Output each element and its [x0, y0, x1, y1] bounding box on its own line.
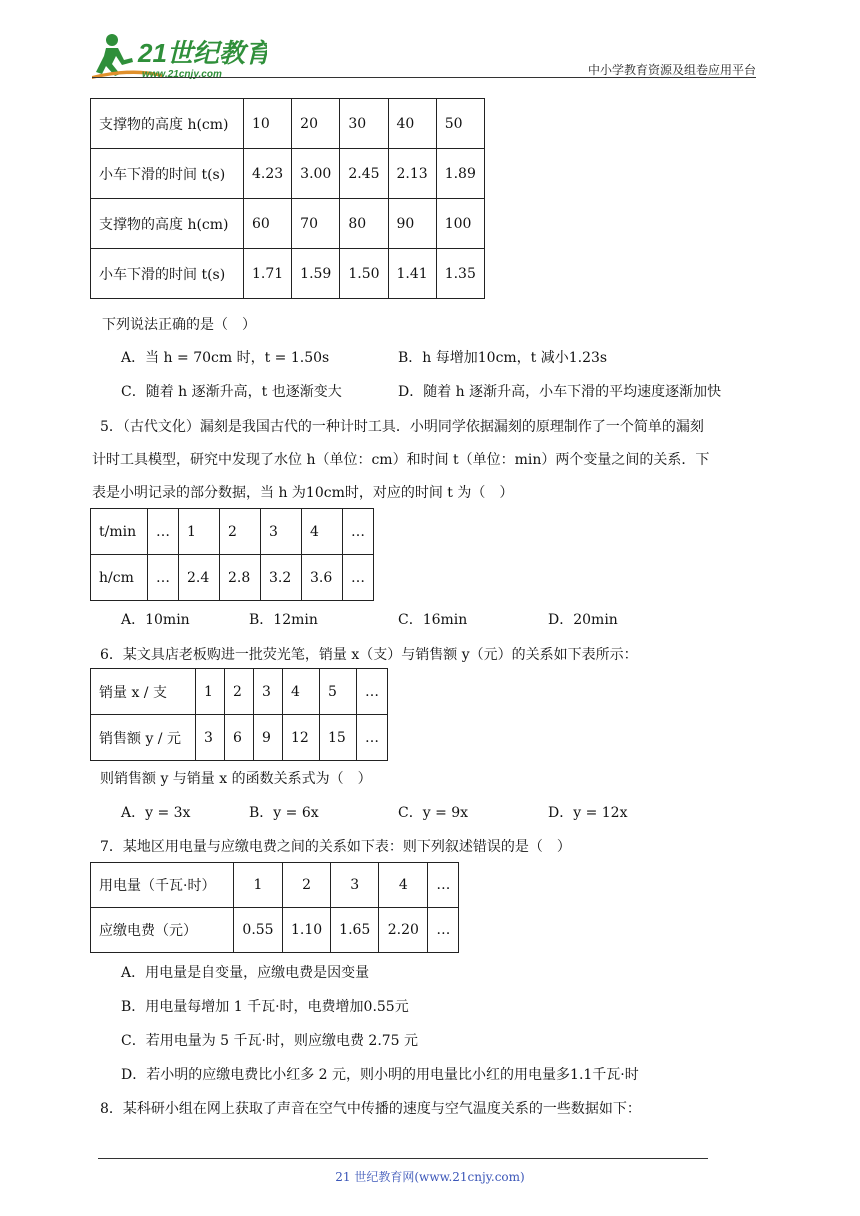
table-cell: 销量 x / 支: [91, 669, 196, 715]
q5-stem-line-1: 5．（古代文化）漏刻是我国古代的一种计时工具．小明同学依据漏刻的原理制作了一个简单的漏刻: [100, 419, 704, 435]
table-cell: 2: [220, 509, 261, 555]
table-cell: 2: [225, 669, 254, 715]
table-cell: 1.71: [244, 249, 292, 299]
q6-prompt: 则销售额 y 与销量 x 的函数关系式为（ ）: [100, 771, 372, 787]
q5-option-c: C．16min: [398, 612, 468, 628]
table-cell: 2: [283, 863, 331, 908]
q5-option-b: B．12min: [249, 612, 318, 628]
table-cell: 15: [320, 715, 357, 761]
q5-stem-line-2: 计时工具模型，研究中发现了水位 h（单位：cm）和时间 t（单位：min）两个变量之间的关系．下: [92, 452, 710, 468]
q6-option-a: A．y = 3x: [121, 805, 191, 821]
table-cell: 1.65: [331, 908, 379, 953]
q7-option-c: C．若用电量为 5 千瓦·时，则应缴电费 2.75 元: [121, 1033, 419, 1049]
q5-stem-line-3: 表是小明记录的部分数据，当 h 为10cm时，对应的时间 t 为（ ）: [92, 485, 514, 501]
table-cell: 3: [254, 669, 283, 715]
table-cell: 90: [388, 199, 436, 249]
table-row: [91, 669, 388, 715]
table-cell: 50: [436, 99, 484, 149]
table-cell: 1.10: [283, 908, 331, 953]
q6-option-b: B．y = 6x: [249, 805, 319, 821]
table-cell: …: [428, 863, 459, 908]
q7-option-b: B．用电量每增加 1 千瓦·时，电费增加0.55元: [121, 999, 409, 1015]
q7-table: [90, 862, 459, 953]
table-cell: 3: [331, 863, 379, 908]
table-cell: 3: [261, 509, 302, 555]
table-cell: …: [357, 669, 388, 715]
table-cell: 1: [196, 669, 225, 715]
table-cell: 80: [340, 199, 388, 249]
table-row: [91, 509, 374, 555]
table-cell: 支撑物的高度 h(cm): [91, 199, 244, 249]
table-cell: 1: [179, 509, 220, 555]
logo-subtext: www.21cnjy.com: [142, 69, 222, 80]
table-cell: 1.89: [436, 149, 484, 199]
header-divider: [92, 77, 756, 78]
q4-table: [90, 98, 485, 299]
table-cell: 小车下滑的时间 t(s): [91, 249, 244, 299]
table-cell: …: [148, 555, 179, 601]
q5-option-d: D．20min: [548, 612, 618, 628]
table-cell: 1.59: [292, 249, 340, 299]
table-cell: …: [343, 555, 374, 601]
table-cell: 3.6: [302, 555, 343, 601]
table-cell: 2.20: [379, 908, 428, 953]
site-tag: 中小学教育资源及组卷应用平台: [587, 63, 756, 77]
table-row: [91, 863, 459, 908]
q6-option-d: D．y = 12x: [548, 805, 628, 821]
footer-text[interactable]: 21 世纪教育网(www.21cnjy.com): [335, 1170, 525, 1184]
table-cell: 1.50: [340, 249, 388, 299]
q4-option-d: D．随着 h 逐渐升高，小车下滑的平均速度逐渐加快: [398, 384, 722, 400]
logo-text: 21世纪教育: [138, 38, 267, 68]
q8-stem: 8．某科研小组在网上获取了声音在空气中传播的速度与空气温度关系的一些数据如下：: [100, 1101, 641, 1117]
q6-option-c: C．y = 9x: [398, 805, 469, 821]
table-cell: 应缴电费（元）: [91, 908, 234, 953]
footer-divider: [98, 1158, 708, 1159]
table-cell: 100: [436, 199, 484, 249]
q5-table: [90, 508, 374, 601]
q4-option-b: B．h 每增加10cm，t 减小1.23s: [398, 350, 608, 366]
table-cell: 4: [379, 863, 428, 908]
table-cell: …: [428, 908, 459, 953]
q4-prompt: 下列说法正确的是（ ）: [102, 317, 256, 333]
table-cell: 30: [340, 99, 388, 149]
table-row: [91, 199, 485, 249]
table-cell: 5: [320, 669, 357, 715]
table-cell: t/min: [91, 509, 148, 555]
table-cell: 1.41: [388, 249, 436, 299]
site-logo: [92, 30, 267, 82]
table-cell: h/cm: [91, 555, 148, 601]
table-cell: 3: [196, 715, 225, 761]
table-cell: 3.2: [261, 555, 302, 601]
table-row: [91, 908, 459, 953]
table-cell: 60: [244, 199, 292, 249]
table-cell: 40: [388, 99, 436, 149]
table-cell: 1.35: [436, 249, 484, 299]
table-cell: 20: [292, 99, 340, 149]
table-cell: 70: [292, 199, 340, 249]
table-cell: 12: [283, 715, 320, 761]
table-cell: …: [357, 715, 388, 761]
q7-stem: 7．某地区用电量与应缴电费之间的关系如下表：则下列叙述错误的是（ ）: [100, 839, 571, 855]
table-cell: 2.8: [220, 555, 261, 601]
runner-logo-icon: [92, 30, 267, 82]
table-cell: 4: [302, 509, 343, 555]
q7-option-a: A．用电量是自变量，应缴电费是因变量: [121, 965, 370, 981]
table-cell: 4: [283, 669, 320, 715]
table-row: [91, 715, 388, 761]
table-cell: 2.4: [179, 555, 220, 601]
table-cell: 小车下滑的时间 t(s): [91, 149, 244, 199]
table-cell: …: [343, 509, 374, 555]
table-row: [91, 555, 374, 601]
q6-stem: 6．某文具店老板购进一批荧光笔，销量 x（支）与销售额 y（元）的关系如下表所示：: [100, 647, 638, 663]
table-row: [91, 149, 485, 199]
table-cell: 1: [234, 863, 283, 908]
table-cell: 支撑物的高度 h(cm): [91, 99, 244, 149]
q5-option-a: A．10min: [121, 612, 190, 628]
q4-option-a: A．当 h = 70cm 时，t = 1.50s: [121, 350, 330, 366]
q4-option-c: C．随着 h 逐渐升高，t 也逐渐变大: [121, 384, 342, 400]
table-cell: 4.23: [244, 149, 292, 199]
table-cell: 10: [244, 99, 292, 149]
table-cell: 销售额 y / 元: [91, 715, 196, 761]
table-cell: 2.45: [340, 149, 388, 199]
table-cell: 9: [254, 715, 283, 761]
table-cell: 0.55: [234, 908, 283, 953]
table-cell: 6: [225, 715, 254, 761]
table-cell: 3.00: [292, 149, 340, 199]
table-cell: 2.13: [388, 149, 436, 199]
table-row: [91, 249, 485, 299]
table-cell: …: [148, 509, 179, 555]
table-row: [91, 99, 485, 149]
q7-option-d: D．若小明的应缴电费比小红多 2 元，则小明的用电量比小红的用电量多1.1千瓦·时: [121, 1067, 639, 1083]
table-cell: 用电量（千瓦·时）: [91, 863, 234, 908]
q6-table: [90, 668, 388, 761]
